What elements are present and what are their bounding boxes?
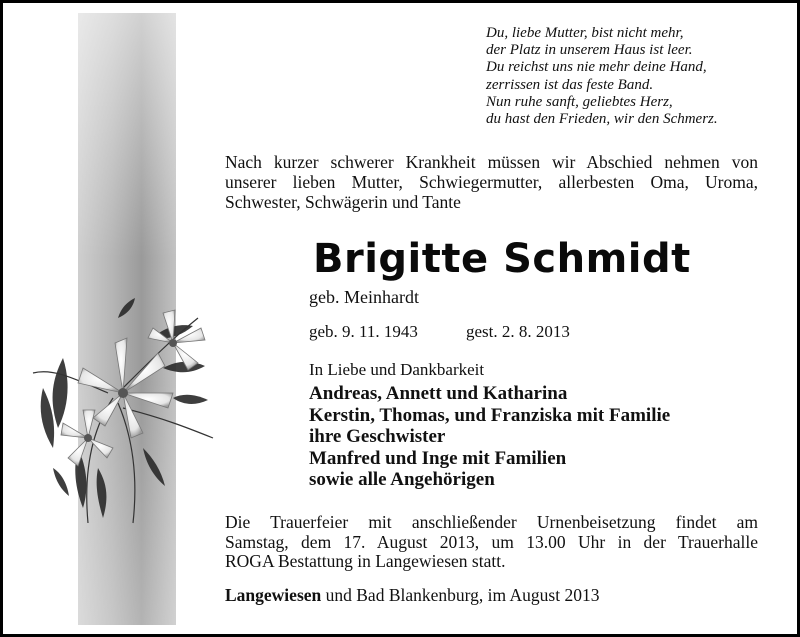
gratitude-line: In Liebe und Dankbarkeit: [309, 360, 485, 379]
mourner-entry: sowie alle Angehörigen: [309, 469, 495, 490]
poem-line: du hast den Frieden, wir den Schmerz.: [486, 111, 718, 128]
poem-line: der Platz in unserem Haus ist leer.: [486, 42, 693, 59]
lily-bouquet-illustration: [23, 298, 223, 528]
mourner-entry: Manfred und Inge mit Familien: [309, 447, 567, 469]
service-line: Die Trauerfeier mit anschließender Urnenbeisetzung findet am: [225, 512, 758, 532]
poem-line: Du reichst uns nie mehr deine Hand,: [486, 59, 707, 76]
intro-line: Schwester, Schwägerin und Tante: [225, 192, 461, 212]
mourner-entry: Kerstin, Thomas, und Franziska mit Familie: [309, 404, 671, 426]
poem-line: Nun ruhe sanft, geliebtes Herz,: [486, 93, 673, 110]
poem-line: Du, liebe Mutter, bist nicht mehr,: [486, 25, 684, 41]
funeral-service-info: [225, 513, 758, 572]
mourner-entry: ihre Geschwister: [309, 426, 446, 447]
mourner-entry: Andreas, Annett und Katharina: [309, 383, 568, 404]
poem-line: zerrissen ist das feste Band.: [486, 76, 654, 93]
maiden-name: geb. Meinhardt: [309, 287, 419, 307]
place-and-date: [225, 585, 599, 606]
footer-town: Langewiesen: [225, 585, 322, 605]
mourners-list: [309, 383, 670, 491]
service-line: Samstag, dem 17. August 2013, um 13.00 Uhr in der Trauerhalle: [225, 531, 758, 552]
intro-paragraph: [225, 152, 758, 212]
intro-line: unserer lieben Mutter, Schwiegermutter, allerbesten Oma, Uroma,: [225, 172, 758, 192]
service-line: ROGA Bestattung in Langewiesen statt.: [225, 551, 506, 571]
footer-rest: und Bad Blankenburg, im August 2013: [321, 585, 600, 605]
intro-line: Nach kurzer schwerer Krankheit müssen wir Abschied nehmen von: [225, 152, 758, 172]
death-date: gest. 2. 8. 2013: [466, 322, 570, 341]
birth-date: geb. 9. 11. 1943: [309, 322, 418, 341]
deceased-name: Brigitte Schmidt: [313, 236, 691, 282]
memorial-poem: [486, 25, 786, 128]
